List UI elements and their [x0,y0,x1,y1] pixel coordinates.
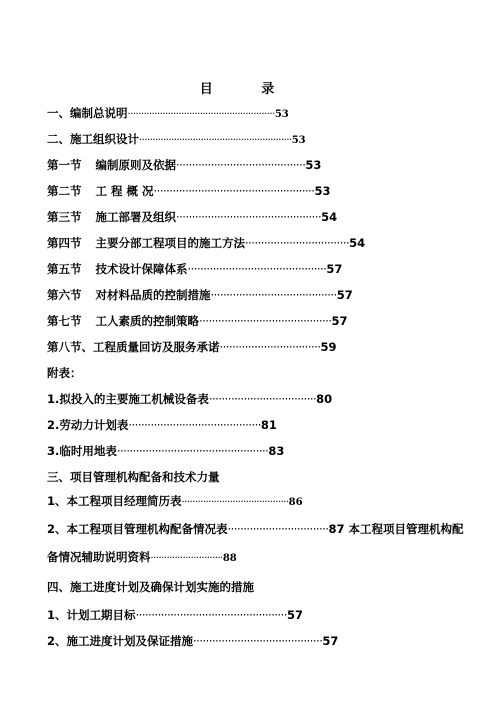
toc-label-text: 工 程 概 况 [95,184,154,198]
toc-page: 57 [326,262,343,276]
toc-leader: ·········································· [199,314,332,328]
toc-leader: ················································ [116,444,269,458]
toc-leader: ········································· [176,158,306,172]
toc-entry [47,261,342,277]
toc-label-text: 主要分部工程项目的施工方法 [95,236,245,250]
toc-entry [47,521,464,537]
toc-label: 3.临时用地表 [47,444,117,458]
toc-label: 四、施工进度计划及确保计划实施的措施 [47,580,254,594]
toc-leader: ········································· [193,634,323,648]
toc-label-text: 对材料品质的控制措施 [95,288,211,302]
toc-page: 57 [331,314,348,328]
toc-page: 53 [291,135,306,146]
toc-label-text: 技术设计保障体系 [95,262,188,276]
toc-leader: ································ [227,522,329,536]
toc-page: 88 [222,553,237,564]
toc-entry [47,633,338,649]
toc-entry [47,131,306,149]
toc-label: 2、施工进度计划及保证措施 [47,634,194,648]
toc-label: 第一节 [47,158,82,172]
toc-label: 第二节 [47,184,82,198]
toc-page: 57 [286,608,303,622]
toc-page: 53 [274,109,289,120]
toc-label: 第七节 [47,314,82,328]
toc-entry [47,417,277,433]
toc-leader: ··················································· [153,184,315,198]
toc-entry [47,607,303,623]
toc-leader: ·········································· [128,418,261,432]
toc-page: 86 [288,497,303,508]
toc-entry [47,443,284,459]
toc-label: 二、施工组织设计 [47,132,139,146]
toc-label: 1.拟投入的主要施工机械设备表 [47,392,209,406]
toc-leader: ································ [219,340,321,354]
toc-page: 59 [320,340,337,354]
toc-leader: ··························· [150,553,223,564]
toc-label-text: 工人素质的控制策略 [95,314,199,328]
toc-section-heading [47,579,254,595]
toc-leader: ························································· [139,135,292,146]
toc-leader: ············································ [187,262,327,276]
toc-page: 81 [260,418,277,432]
toc-entry [47,235,365,251]
toc-entry [47,183,330,199]
toc-label: 2、本工程项目管理机构配备情况表 [47,522,228,536]
toc-label: 2.劳动力计划表 [47,418,129,432]
toc-label: 第六节 [47,288,82,302]
toc-entry [47,391,332,407]
toc-label-text: 编制原则及依据 [95,158,176,172]
toc-leader: ·············································· [176,210,322,224]
toc-entry [47,209,337,225]
toc-entry [47,493,303,511]
toc-title: 目 录 [199,82,297,97]
toc-entry [47,549,237,567]
toc-leader: ······················································· [127,109,275,120]
toc-label: 第八节、工程质量回访及服务承诺 [47,340,220,354]
toc-page: 53 [305,158,322,172]
toc-label: 第五节 [47,262,82,276]
toc-label: 备情况辅助说明资料 [47,550,151,564]
toc-page: 53 [314,184,331,198]
toc-page: 54 [349,236,366,250]
toc-label: 第三节 [47,210,82,224]
toc-entry [47,313,348,329]
toc-leader: ········································ [210,288,337,302]
toc-section-heading [47,469,220,485]
toc-page: 87 [328,522,345,536]
toc-entry [47,287,353,303]
toc-label-continued: 本工程项目管理机构配 [348,522,464,536]
toc-label-text: 施工部署及组织 [95,210,176,224]
toc-entry [47,339,337,355]
toc-leader: ········································ [181,497,289,508]
toc-leader: ································· [245,236,350,250]
toc-entry [47,105,289,123]
toc-entry [47,157,321,173]
toc-page: 80 [316,392,333,406]
toc-leader: ·································· [208,392,317,406]
toc-label: 附表： [47,366,82,380]
toc-page: 57 [336,288,353,302]
toc-label: 1、本工程项目经理简历表 [47,494,182,508]
toc-page: 57 [322,634,339,648]
toc-label: 一、编制总说明 [47,106,128,120]
toc-page: 83 [268,444,285,458]
toc-leader: ················································ [135,608,287,622]
toc-page: 54 [321,210,338,224]
toc-label: 三、项目管理机构配备和技术力量 [47,470,220,484]
toc-label: 第四节 [47,236,82,250]
toc-label: 1、计划工期目标 [47,608,136,622]
toc-section-heading [47,365,82,381]
